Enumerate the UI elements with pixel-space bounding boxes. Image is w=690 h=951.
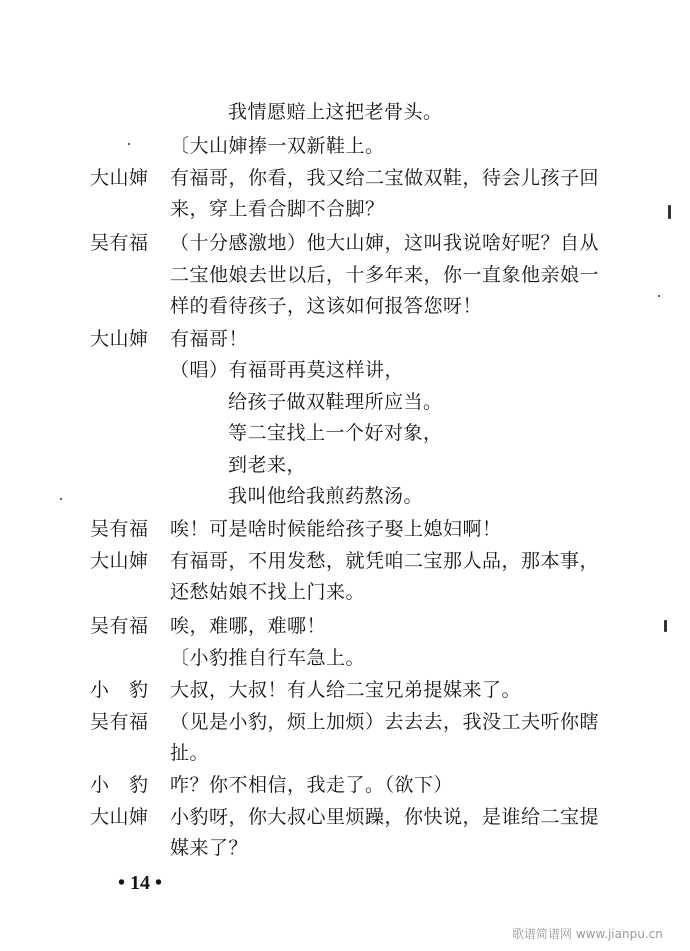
line-11: 等二宝找上一个好对象， [228, 422, 443, 444]
scan-speck [128, 143, 130, 145]
line-12: 到老来， [228, 454, 307, 476]
line-21: 扯。 [170, 742, 210, 764]
line-22: 咋？你不相信，我走了。（欲下） [170, 774, 454, 796]
speaker-10: 大山婶 [90, 806, 149, 828]
scan-speck [60, 498, 62, 500]
scan-speck [658, 295, 660, 297]
line-8: 有福哥！ [170, 328, 249, 350]
speaker-5: 大山婶 [90, 550, 149, 572]
line-20: （见是小豹，烦上加烦）去去去，我没工夫听你瞎 [170, 711, 600, 733]
line-3: 有福哥，你看，我又给二宝做双鞋，待会儿孩子回 [170, 167, 600, 189]
speaker-8: 吴有福 [90, 711, 149, 733]
scan-speck [664, 620, 667, 632]
speaker-7: 小 豹 [90, 679, 149, 701]
line-14: 唉！可是啥时候能给孩子娶上媳妇啊！ [170, 518, 502, 540]
speaker-9: 小 豹 [90, 774, 149, 796]
stage-direction-1: 〔大山婶捧一双新鞋上。 [170, 135, 385, 157]
line-19: 大叔，大叔！有人给二宝兄弟提媒来了。 [170, 679, 522, 701]
watermark: 歌谱简谱网 www.jianpu.cn [512, 927, 663, 941]
line-24: 媒来了？ [170, 837, 249, 859]
speaker-2: 吴有福 [90, 232, 149, 254]
line-23: 小豹呀，你大叔心里烦躁，你快说，是谁给二宝提 [170, 806, 600, 828]
speaker-1: 大山婶 [90, 167, 149, 189]
line-7: 样的看待孩子，这该如何报答您呀！ [170, 295, 483, 317]
speaker-3: 大山婶 [90, 328, 149, 350]
line-4: 来，穿上看合脚不合脚？ [170, 198, 385, 220]
line-15: 有福哥，不用发愁，就凭咱二宝那人品，那本事， [170, 550, 600, 572]
scan-speck [668, 205, 671, 219]
line-13: 我叫他给我煎药熬汤。 [228, 485, 424, 507]
line-6: 二宝他娘去世以后，十多年来，你一直象他亲娘一 [170, 264, 600, 286]
line-10: 给孩子做双鞋理所应当。 [228, 391, 443, 413]
line-9: （唱）有福哥再莫这样讲， [170, 359, 405, 381]
speaker-4: 吴有福 [90, 518, 149, 540]
line-1: 我情愿赔上这把老骨头。 [228, 101, 443, 123]
speaker-6: 吴有福 [90, 615, 149, 637]
page-number: • 14 • [118, 872, 163, 894]
line-5: （十分感激地）他大山婶，这叫我说啥好呢？自从 [170, 232, 600, 254]
stage-direction-2: 〔小豹推自行车急上。 [170, 647, 366, 669]
line-17: 唉，难哪，难哪！ [170, 615, 327, 637]
line-16: 还愁姑娘不找上门来。 [170, 581, 366, 603]
